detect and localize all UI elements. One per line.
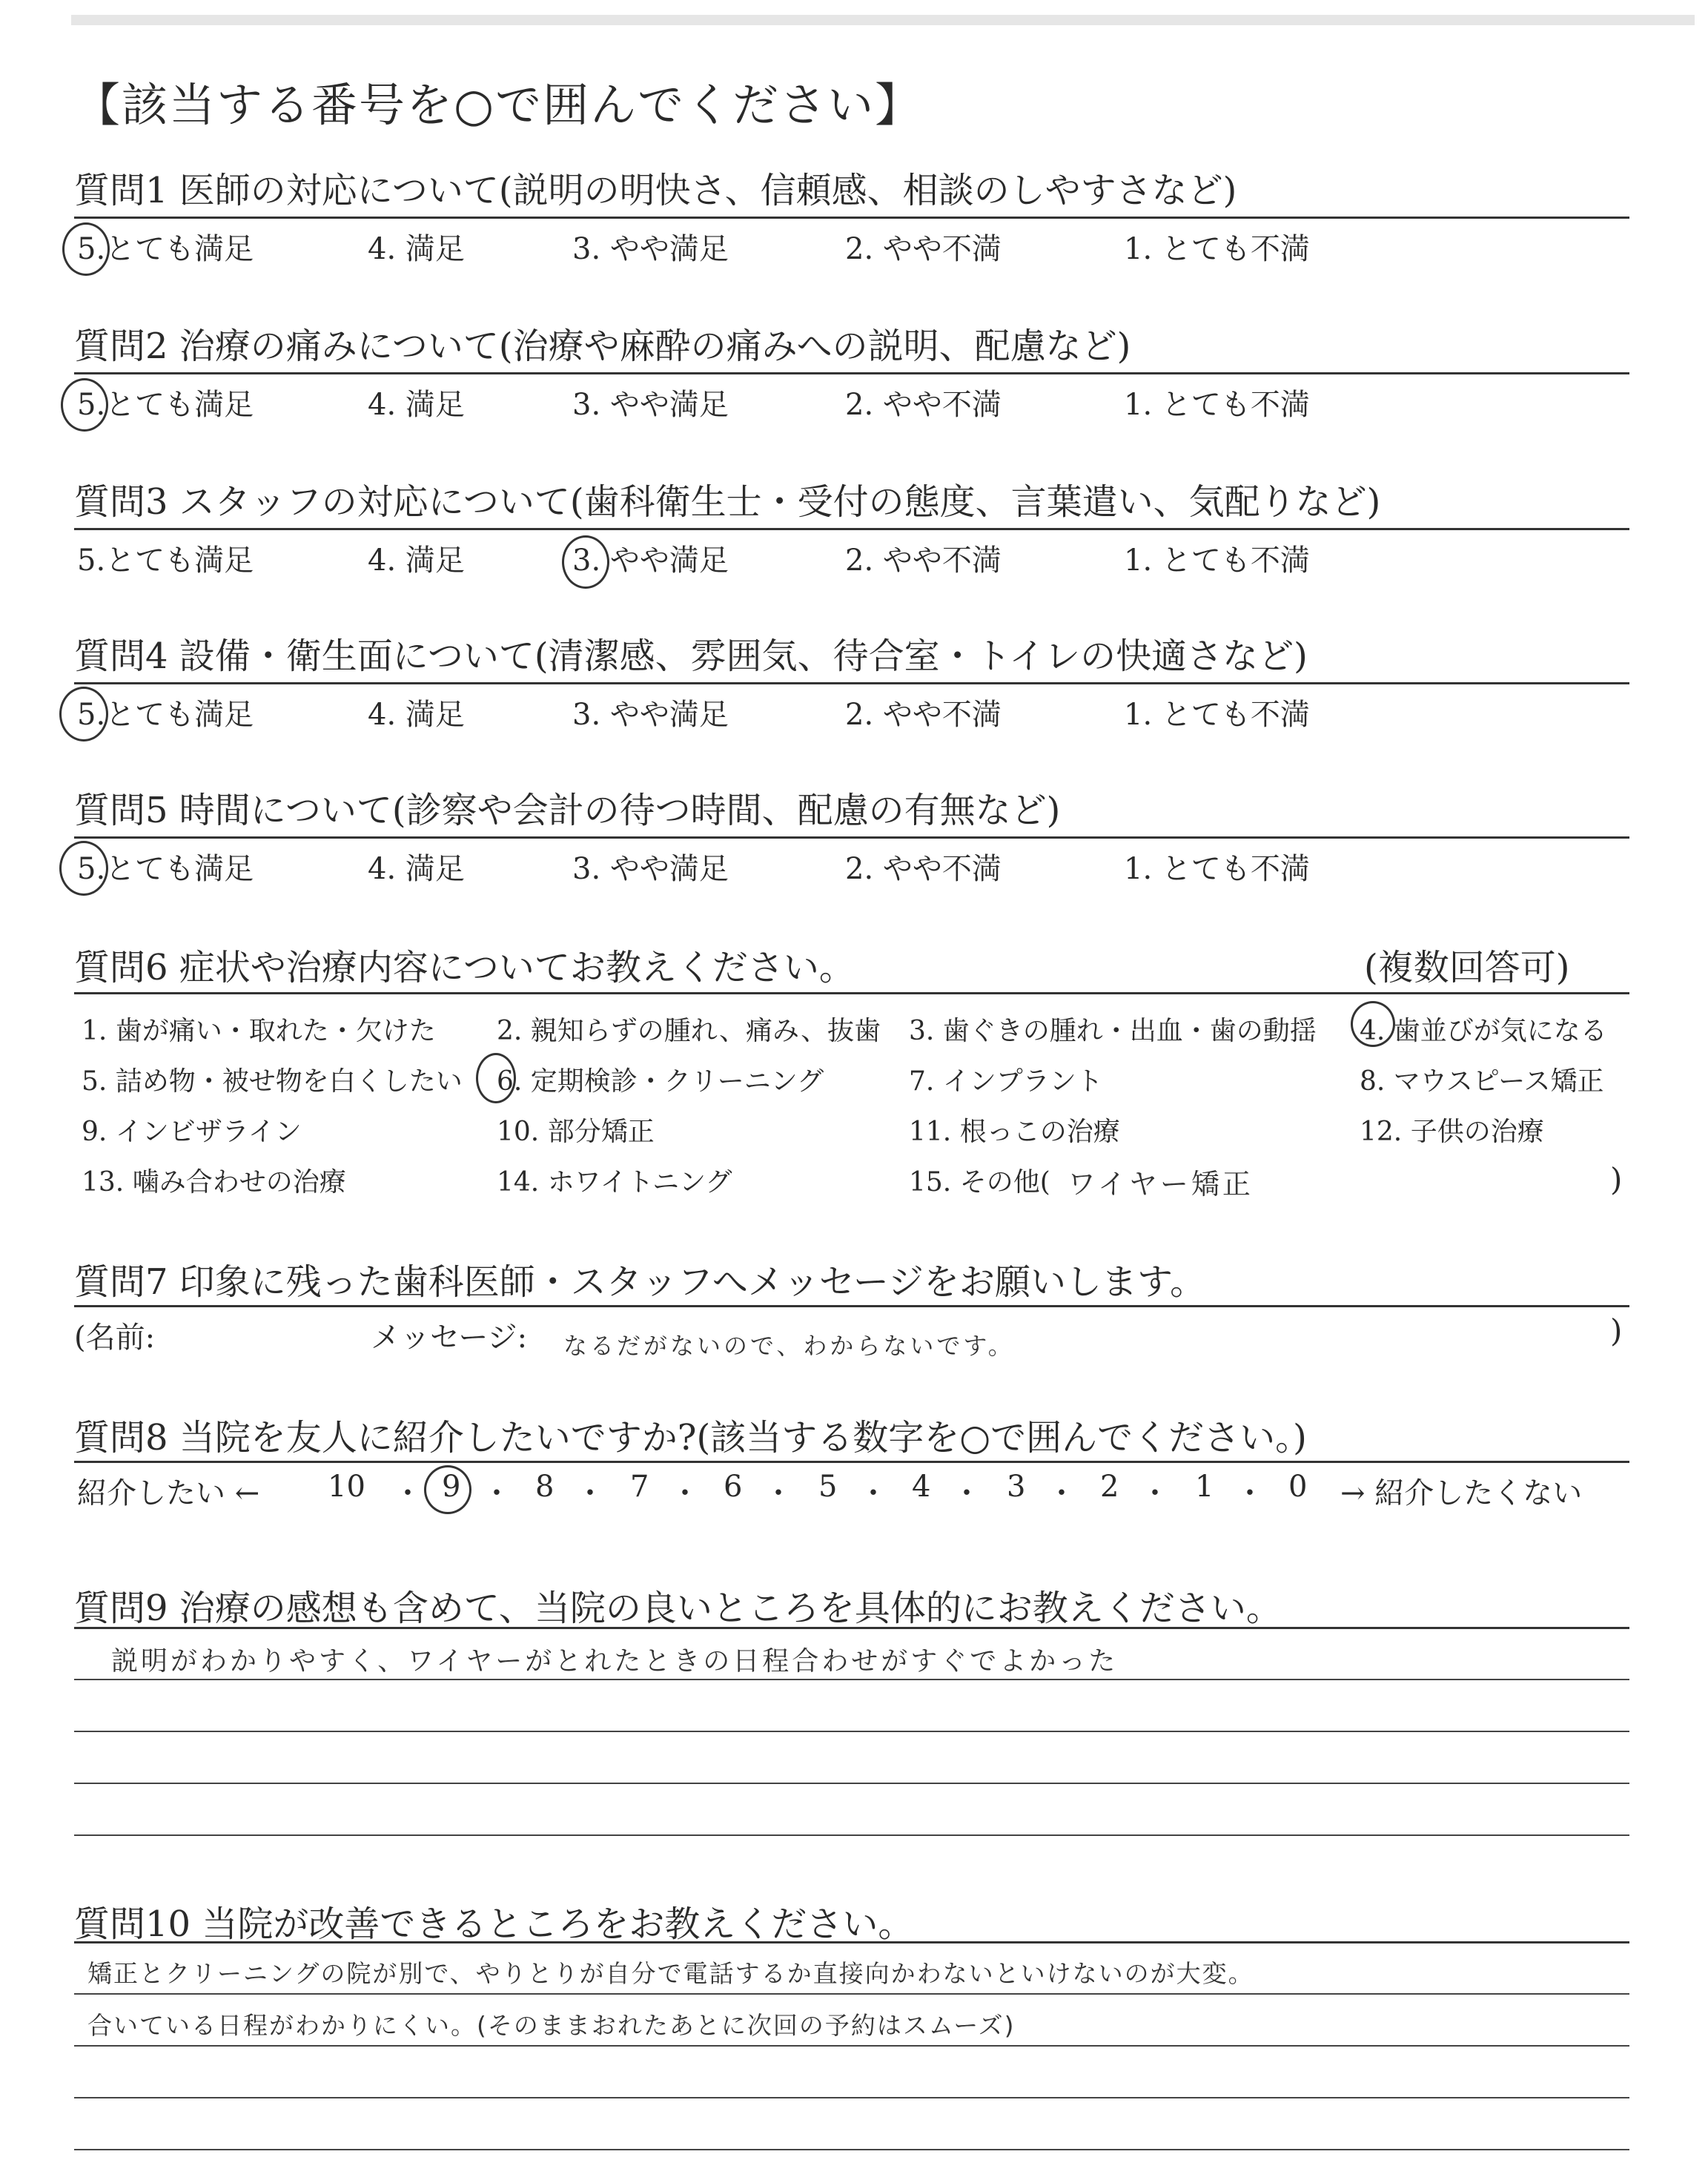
q1-option-5[interactable]: 5.とても満足: [77, 232, 254, 266]
q8-scale-4[interactable]: 4: [912, 1470, 931, 1504]
q4-selection-circle: [59, 687, 108, 742]
q8-scale-10[interactable]: 10: [328, 1470, 365, 1504]
q10-answer-handwriting-line2: 合いている日程がわかりにくい。(そのままおれたあとに次回の予約はスムーズ): [87, 2011, 1016, 2040]
q8-scale-3[interactable]: 3: [1007, 1470, 1026, 1504]
q8-dot: ・: [575, 1476, 605, 1510]
question-1-rule: [74, 217, 1629, 219]
q5-option-5[interactable]: 5.とても満足: [77, 852, 254, 886]
q8-dot: ・: [1235, 1476, 1265, 1510]
q3-option-3[interactable]: 3. やや満足: [572, 544, 729, 578]
question-9-rule: [74, 1627, 1629, 1629]
q5-selection-circle: [59, 841, 108, 896]
q6-item-1[interactable]: 1. 歯が痛い・取れた・欠けた: [82, 1016, 436, 1046]
q2-option-2[interactable]: 2. やや不満: [845, 388, 1002, 422]
question-2-rule: [74, 372, 1629, 374]
q4-option-4[interactable]: 4. 満足: [368, 698, 465, 732]
q5-option-2[interactable]: 2. やや不満: [845, 852, 1002, 886]
q8-right-label: → 紹介したくない: [1340, 1476, 1583, 1510]
q6-item-6[interactable]: 6. 定期検診・クリーニング: [497, 1066, 824, 1097]
q2-option-3[interactable]: 3. やや満足: [572, 388, 729, 422]
q6-item-9[interactable]: 9. インビザライン: [82, 1117, 302, 1147]
q9-answer-line: [74, 1834, 1629, 1836]
q8-dot: ・: [952, 1476, 982, 1510]
q1-option-1[interactable]: 1. とても不満: [1124, 232, 1310, 266]
question-4-rule: [74, 682, 1629, 684]
q7-message-label: メッセージ:: [371, 1321, 528, 1355]
q8-scale-6[interactable]: 6: [724, 1470, 743, 1504]
question-3-rule: [74, 528, 1629, 530]
question-10-title: 質問10 当院が改善できるところをお教えください。: [74, 1903, 914, 1945]
q8-dot: ・: [1140, 1476, 1170, 1510]
q10-answer-line: [74, 2149, 1629, 2150]
q10-answer-line: [74, 2097, 1629, 2098]
q3-selection-circle: [562, 535, 609, 589]
question-7-title: 質問7 印象に残った歯科医師・スタッフへメッセージをお願いします。: [74, 1261, 1206, 1303]
q9-answer-line: [74, 1731, 1629, 1732]
q4-option-2[interactable]: 2. やや不満: [845, 698, 1002, 732]
q8-scale-8[interactable]: 8: [535, 1470, 555, 1504]
q10-answer-line: [74, 1993, 1629, 1995]
q6-item-6-circle: [476, 1053, 516, 1103]
page-title: 【該当する番号を○で囲んでください】: [74, 78, 923, 132]
q8-scale-5[interactable]: 5: [818, 1470, 838, 1504]
question-5-title: 質問5 時間について(診察や会計の待つ時間、配慮の有無など): [74, 790, 1061, 831]
q6-other-handwriting: ワイヤー矯正: [1068, 1168, 1254, 1200]
q1-option-2[interactable]: 2. やや不満: [845, 232, 1002, 266]
question-3-title: 質問3 スタッフの対応について(歯科衛生士・受付の態度、言葉遣い、気配りなど): [74, 481, 1381, 523]
question-4-title: 質問4 設備・衛生面について(清潔感、雰囲気、待合室・トイレの快適さなど): [74, 635, 1308, 677]
q5-option-4[interactable]: 4. 満足: [368, 852, 465, 886]
q3-option-5[interactable]: 5.とても満足: [77, 544, 254, 578]
q6-item-11[interactable]: 11. 根っこの治療: [909, 1117, 1120, 1147]
question-6-rule: [74, 992, 1629, 994]
q5-option-3[interactable]: 3. やや満足: [572, 852, 729, 886]
q6-item-7[interactable]: 7. インプラント: [909, 1066, 1103, 1097]
q4-option-1[interactable]: 1. とても不満: [1124, 698, 1310, 732]
q8-dot: ・: [670, 1476, 700, 1510]
q8-selection-circle: [424, 1465, 471, 1514]
q10-answer-handwriting-line1: 矯正とクリーニングの院が別で、やりとりが自分で電話するか直接向かわないといけないのが大変。: [87, 1959, 1254, 1988]
scan-edge: [71, 15, 1695, 25]
q6-item-2[interactable]: 2. 親知らずの腫れ、痛み、抜歯: [497, 1016, 881, 1046]
q6-item-15[interactable]: 15. その他(: [909, 1167, 1050, 1198]
q8-dot: ・: [858, 1476, 888, 1510]
q6-item-4-circle: [1351, 1001, 1395, 1047]
q4-option-5[interactable]: 5.とても満足: [77, 698, 254, 732]
q3-option-4[interactable]: 4. 満足: [368, 544, 465, 578]
q3-option-1[interactable]: 1. とても不満: [1124, 544, 1310, 578]
q1-option-3[interactable]: 3. やや満足: [572, 232, 729, 266]
q8-scale-1[interactable]: 1: [1195, 1470, 1214, 1504]
q7-name-label: (名前:: [74, 1321, 156, 1355]
q5-option-1[interactable]: 1. とても不満: [1124, 852, 1310, 886]
q8-left-label: 紹介したい ←: [77, 1476, 260, 1510]
q6-item-13[interactable]: 13. 噛み合わせの治療: [82, 1167, 346, 1198]
question-9-title: 質問9 治療の感想も含めて、当院の良いところを具体的にお教えください。: [74, 1588, 1282, 1629]
question-6-note: (複数回答可): [1364, 947, 1570, 988]
q2-option-5[interactable]: 5.とても満足: [77, 388, 254, 422]
q7-close-paren: ): [1610, 1312, 1623, 1349]
q6-item-3[interactable]: 3. 歯ぐきの腫れ・出血・歯の動揺: [909, 1016, 1317, 1046]
q7-message-handwriting: なるだがないので、わからないです。: [563, 1332, 1015, 1360]
question-10-rule: [74, 1941, 1629, 1943]
q8-dot: ・: [764, 1476, 793, 1510]
question-8-title: 質問8 当院を友人に紹介したいですか?(該当する数字を○で囲んでください。): [74, 1417, 1307, 1459]
q6-item-4[interactable]: 4. 歯並びが気になる: [1360, 1016, 1607, 1046]
q10-answer-line: [74, 2045, 1629, 2047]
q6-item-12[interactable]: 12. 子供の治療: [1360, 1117, 1544, 1147]
question-8-rule: [74, 1461, 1629, 1463]
question-1-title: 質問1 医師の対応について(説明の明快さ、信頼感、相談のしやすさなど): [74, 170, 1237, 211]
q8-dot: ・: [393, 1476, 423, 1510]
q8-scale-2[interactable]: 2: [1100, 1470, 1119, 1504]
q6-other-close-paren: ): [1610, 1161, 1623, 1198]
q6-item-10[interactable]: 10. 部分矯正: [497, 1117, 655, 1147]
q8-scale-9[interactable]: 9: [442, 1470, 461, 1504]
q6-item-5[interactable]: 5. 詰め物・被せ物を白くしたい: [82, 1066, 463, 1097]
q6-item-8[interactable]: 8. マウスピース矯正: [1360, 1066, 1604, 1097]
q9-answer-line: [74, 1679, 1629, 1680]
q9-answer-line: [74, 1783, 1629, 1784]
q8-scale-7[interactable]: 7: [630, 1470, 649, 1504]
question-7-rule: [74, 1305, 1629, 1307]
q8-scale-0[interactable]: 0: [1288, 1470, 1308, 1504]
question-5-rule: [74, 836, 1629, 839]
q2-option-1[interactable]: 1. とても不満: [1124, 388, 1310, 422]
q6-item-14[interactable]: 14. ホワイトニング: [497, 1167, 732, 1198]
q8-dot: ・: [482, 1476, 512, 1510]
q1-option-4[interactable]: 4. 満足: [368, 232, 465, 266]
q2-option-4[interactable]: 4. 満足: [368, 388, 465, 422]
question-2-title: 質問2 治療の痛みについて(治療や麻酔の痛みへの説明、配慮など): [74, 326, 1131, 367]
q3-option-2[interactable]: 2. やや不満: [845, 544, 1002, 578]
q1-selection-circle: [62, 222, 110, 276]
q8-dot: ・: [1047, 1476, 1076, 1510]
q2-selection-circle: [61, 378, 108, 432]
q9-answer-handwriting: 説明がわかりやすく、ワイヤーがとれたときの日程合わせがすぐでよかった: [111, 1646, 1119, 1677]
q4-option-3[interactable]: 3. やや満足: [572, 698, 729, 732]
question-6-title: 質問6 症状や治療内容についてお教えください。: [74, 947, 855, 988]
